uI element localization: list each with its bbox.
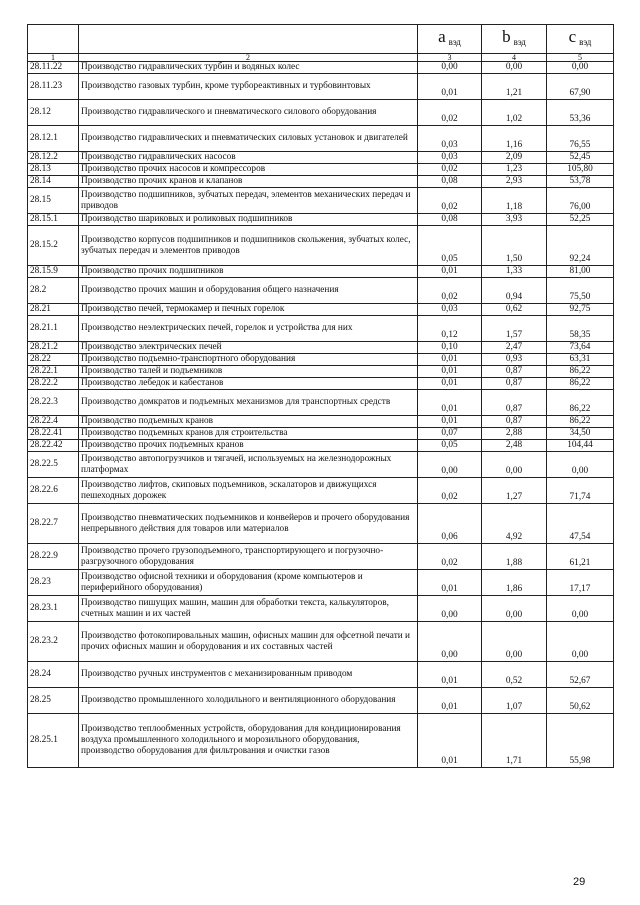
row-value-a: 0,02 <box>418 164 482 176</box>
row-code: 28.21 <box>28 304 79 316</box>
row-value-b: 1,33 <box>482 266 547 278</box>
row-value-a: 0,02 <box>418 188 482 214</box>
table-row <box>28 100 614 126</box>
row-value-a: 0,00 <box>418 596 482 622</box>
row-code: 28.22.5 <box>28 452 79 478</box>
row-code: 28.23.1 <box>28 596 79 622</box>
row-name: Производство автопогрузчиков и тягачей, используемых на железнодорожных платформах <box>79 452 418 478</box>
table-row <box>28 316 614 342</box>
table-row <box>28 74 614 100</box>
row-value-b: 2,88 <box>482 428 547 440</box>
table-row <box>28 214 614 226</box>
row-value-b: 3,93 <box>482 214 547 226</box>
row-name: Производство офисной техники и оборудования (кроме компьютеров и периферийного оборудования) <box>79 570 418 596</box>
row-value-a: 0,03 <box>418 152 482 164</box>
row-name: Производство гидравлических и пневматических силовых установок и двигателей <box>79 126 418 152</box>
row-value-b: 1,23 <box>482 164 547 176</box>
row-code: 28.25.1 <box>28 714 79 768</box>
row-value-c: 53,78 <box>547 176 614 188</box>
row-value-c: 50,62 <box>547 688 614 714</box>
page-number: 29 <box>573 876 586 888</box>
row-code: 28.22.2 <box>28 378 79 390</box>
header-empty-code <box>28 25 79 54</box>
row-name: Производство подшипников, зубчатых передач, элементов механических передач и приводов <box>79 188 418 214</box>
table-row <box>28 62 614 74</box>
table-row <box>28 416 614 428</box>
row-value-b: 1,18 <box>482 188 547 214</box>
table-row <box>28 544 614 570</box>
row-value-a: 0,03 <box>418 126 482 152</box>
header-col-c: c $_{вэд}$ <box>547 25 614 54</box>
row-value-b: 0,87 <box>482 390 547 416</box>
row-code: 28.22.42 <box>28 440 79 452</box>
table-row <box>28 342 614 354</box>
table-row <box>28 152 614 164</box>
row-name: Производство прочих подъемных кранов <box>79 440 418 452</box>
row-value-c: 52,67 <box>547 662 614 688</box>
table-row <box>28 478 614 504</box>
row-value-b: 4,92 <box>482 504 547 544</box>
row-name: Производство прочих кранов и клапанов <box>79 176 418 188</box>
row-value-a: 0,12 <box>418 316 482 342</box>
row-value-c: 86,22 <box>547 378 614 390</box>
row-name: Производство прочих машин и оборудования общего назначения <box>79 278 418 304</box>
row-value-b: 1,57 <box>482 316 547 342</box>
table-row <box>28 440 614 452</box>
row-value-c: 0,00 <box>547 62 614 74</box>
table-row <box>28 378 614 390</box>
row-value-a: 0,02 <box>418 544 482 570</box>
row-value-a: 0,03 <box>418 304 482 316</box>
row-value-c: 52,45 <box>547 152 614 164</box>
header-row <box>28 25 614 54</box>
row-code: 28.12.1 <box>28 126 79 152</box>
table-row <box>28 188 614 214</box>
row-value-a: 0,01 <box>418 74 482 100</box>
table-row <box>28 266 614 278</box>
row-name: Производство подъемных кранов для строительства <box>79 428 418 440</box>
row-code: 28.22 <box>28 354 79 366</box>
row-value-c: 0,00 <box>547 622 614 662</box>
row-code: 28.23.2 <box>28 622 79 662</box>
table-row <box>28 596 614 622</box>
column-numbers-row <box>28 54 614 62</box>
row-value-c: 0,00 <box>547 452 614 478</box>
row-name: Производство прочих подшипников <box>79 266 418 278</box>
row-code: 28.22.9 <box>28 544 79 570</box>
header-empty-name <box>79 25 418 54</box>
row-value-a: 0,05 <box>418 440 482 452</box>
row-value-a: 0,10 <box>418 342 482 354</box>
row-name: Производство домкратов и подъемных механизмов для транспортных средств <box>79 390 418 416</box>
header-col-b: b $_{вэд}$ <box>482 25 547 54</box>
row-value-c: 86,22 <box>547 366 614 378</box>
row-name: Производство гидравлических насосов <box>79 152 418 164</box>
row-code: 28.25 <box>28 688 79 714</box>
row-code: 28.11.23 <box>28 74 79 100</box>
row-value-c: 53,36 <box>547 100 614 126</box>
row-value-c: 86,22 <box>547 416 614 428</box>
row-value-b: 0,87 <box>482 378 547 390</box>
row-code: 28.21.1 <box>28 316 79 342</box>
row-value-c: 34,50 <box>547 428 614 440</box>
row-value-b: 0,94 <box>482 278 547 304</box>
row-code: 28.11.22 <box>28 62 79 74</box>
row-value-b: 0,52 <box>482 662 547 688</box>
row-value-c: 52,25 <box>547 214 614 226</box>
row-value-a: 0,02 <box>418 278 482 304</box>
table-row <box>28 366 614 378</box>
row-value-b: 0,00 <box>482 62 547 74</box>
row-name: Производство талей и подъемников <box>79 366 418 378</box>
row-code: 28.13 <box>28 164 79 176</box>
row-code: 28.12.2 <box>28 152 79 164</box>
table-row <box>28 354 614 366</box>
row-value-a: 0,01 <box>418 714 482 768</box>
column-number: 1 <box>28 54 79 62</box>
table-row <box>28 126 614 152</box>
row-value-b: 1,21 <box>482 74 547 100</box>
row-value-b: 2,48 <box>482 440 547 452</box>
row-value-b: 0,87 <box>482 416 547 428</box>
row-value-c: 92,75 <box>547 304 614 316</box>
row-value-a: 0,00 <box>418 62 482 74</box>
data-table <box>27 24 614 768</box>
row-name: Производство теплообменных устройств, оборудования для кондиционирования воздуха промышленного холодильного и морозильного оборудования, производство оборудования для фильтрования и очистки газов <box>79 714 418 768</box>
column-number: 4 <box>482 54 547 62</box>
row-value-c: 92,24 <box>547 226 614 266</box>
row-name: Производство прочих насосов и компрессоров <box>79 164 418 176</box>
table-row <box>28 278 614 304</box>
row-code: 28.12 <box>28 100 79 126</box>
row-value-b: 0,93 <box>482 354 547 366</box>
row-value-a: 0,01 <box>418 266 482 278</box>
row-value-c: 67,90 <box>547 74 614 100</box>
row-value-c: 71,74 <box>547 478 614 504</box>
row-value-b: 1,07 <box>482 688 547 714</box>
row-value-b: 0,62 <box>482 304 547 316</box>
row-value-b: 2,93 <box>482 176 547 188</box>
row-value-c: 104,44 <box>547 440 614 452</box>
row-code: 28.15.9 <box>28 266 79 278</box>
row-value-a: 0,01 <box>418 570 482 596</box>
row-value-a: 0,00 <box>418 622 482 662</box>
table-row <box>28 164 614 176</box>
row-code: 28.24 <box>28 662 79 688</box>
column-number: 2 <box>79 54 418 62</box>
row-name: Производство прочего грузоподъемного, транспортирующего и погрузочно-разгрузочного оборудования <box>79 544 418 570</box>
row-value-a: 0,07 <box>418 428 482 440</box>
row-value-a: 0,01 <box>418 366 482 378</box>
row-code: 28.15.1 <box>28 214 79 226</box>
row-name: Производство корпусов подшипников и подшипников скольжения, зубчатых колес, зубчатых передач и элементов приводов <box>79 226 418 266</box>
row-name: Производство подъемных кранов <box>79 416 418 428</box>
row-value-c: 75,50 <box>547 278 614 304</box>
table-row <box>28 304 614 316</box>
row-name: Производство промышленного холодильного и вентиляционного оборудования <box>79 688 418 714</box>
row-code: 28.21.2 <box>28 342 79 354</box>
row-value-c: 55,98 <box>547 714 614 768</box>
row-value-a: 0,00 <box>418 452 482 478</box>
row-value-a: 0,01 <box>418 688 482 714</box>
row-code: 28.2 <box>28 278 79 304</box>
row-code: 28.22.3 <box>28 390 79 416</box>
row-code: 28.22.1 <box>28 366 79 378</box>
row-code: 28.22.7 <box>28 504 79 544</box>
row-value-a: 0,01 <box>418 354 482 366</box>
header-col-a: a $_{вэд}$ <box>418 25 482 54</box>
table-row <box>28 504 614 544</box>
row-value-b: 2,47 <box>482 342 547 354</box>
row-value-b: 1,02 <box>482 100 547 126</box>
row-value-c: 105,80 <box>547 164 614 176</box>
row-name: Производство печей, термокамер и печных горелок <box>79 304 418 316</box>
table-row <box>28 226 614 266</box>
table-row <box>28 428 614 440</box>
row-name: Производство неэлектрических печей, горелок и устройства для них <box>79 316 418 342</box>
row-value-a: 0,08 <box>418 176 482 188</box>
row-value-c: 86,22 <box>547 390 614 416</box>
row-value-a: 0,01 <box>418 378 482 390</box>
row-value-a: 0,02 <box>418 100 482 126</box>
row-name: Производство гидравлических турбин и водяных колес <box>79 62 418 74</box>
column-number: 3 <box>418 54 482 62</box>
table-row <box>28 570 614 596</box>
row-value-b: 2,09 <box>482 152 547 164</box>
row-value-b: 1,50 <box>482 226 547 266</box>
row-value-b: 1,86 <box>482 570 547 596</box>
table-row <box>28 662 614 688</box>
table-row <box>28 688 614 714</box>
row-value-a: 0,08 <box>418 214 482 226</box>
row-name: Производство электрических печей <box>79 342 418 354</box>
row-value-c: 76,55 <box>547 126 614 152</box>
row-value-a: 0,01 <box>418 416 482 428</box>
row-code: 28.15 <box>28 188 79 214</box>
row-name: Производство лебедок и кабестанов <box>79 378 418 390</box>
row-code: 28.22.41 <box>28 428 79 440</box>
row-value-b: 1,88 <box>482 544 547 570</box>
row-value-c: 76,00 <box>547 188 614 214</box>
row-value-b: 1,71 <box>482 714 547 768</box>
row-code: 28.22.6 <box>28 478 79 504</box>
row-value-a: 0,02 <box>418 478 482 504</box>
row-code: 28.15.2 <box>28 226 79 266</box>
row-value-c: 17,17 <box>547 570 614 596</box>
row-name: Производство ручных инструментов с механизированным приводом <box>79 662 418 688</box>
row-name: Производство лифтов, скиповых подъемников, эскалаторов и движущихся пешеходных дорожек <box>79 478 418 504</box>
row-value-b: 0,00 <box>482 596 547 622</box>
row-value-b: 1,16 <box>482 126 547 152</box>
row-value-a: 0,01 <box>418 390 482 416</box>
table-row <box>28 622 614 662</box>
table-row <box>28 714 614 768</box>
row-value-c: 81,00 <box>547 266 614 278</box>
row-code: 28.14 <box>28 176 79 188</box>
table-row <box>28 452 614 478</box>
row-name: Производство шариковых и роликовых подшипников <box>79 214 418 226</box>
column-number: 5 <box>547 54 614 62</box>
row-name: Производство подъемно-транспортного оборудования <box>79 354 418 366</box>
row-value-c: 61,21 <box>547 544 614 570</box>
row-value-c: 47,54 <box>547 504 614 544</box>
table-row <box>28 390 614 416</box>
row-value-c: 63,31 <box>547 354 614 366</box>
row-value-c: 0,00 <box>547 596 614 622</box>
row-value-a: 0,01 <box>418 662 482 688</box>
row-value-c: 73,64 <box>547 342 614 354</box>
table-body <box>28 62 614 768</box>
row-name: Производство пишущих машин, машин для обработки текста, калькуляторов, счетных машин и их частей <box>79 596 418 622</box>
row-value-b: 0,00 <box>482 622 547 662</box>
row-value-a: 0,05 <box>418 226 482 266</box>
row-name: Производство гидравлического и пневматического силового оборудования <box>79 100 418 126</box>
row-name: Производство фотокопировальных машин, офисных машин для офсетной печати и прочих офисных машин и оборудования и их составных частей <box>79 622 418 662</box>
row-value-c: 58,35 <box>547 316 614 342</box>
table-row <box>28 176 614 188</box>
row-name: Производство газовых турбин, кроме турбореактивных и турбовинтовых <box>79 74 418 100</box>
row-value-b: 0,00 <box>482 452 547 478</box>
row-name: Производство пневматических подъемников и конвейеров и прочего оборудования непрерывного действия для товаров или материалов <box>79 504 418 544</box>
row-code: 28.23 <box>28 570 79 596</box>
row-code: 28.22.4 <box>28 416 79 428</box>
row-value-b: 1,27 <box>482 478 547 504</box>
row-value-a: 0,06 <box>418 504 482 544</box>
row-value-b: 0,87 <box>482 366 547 378</box>
